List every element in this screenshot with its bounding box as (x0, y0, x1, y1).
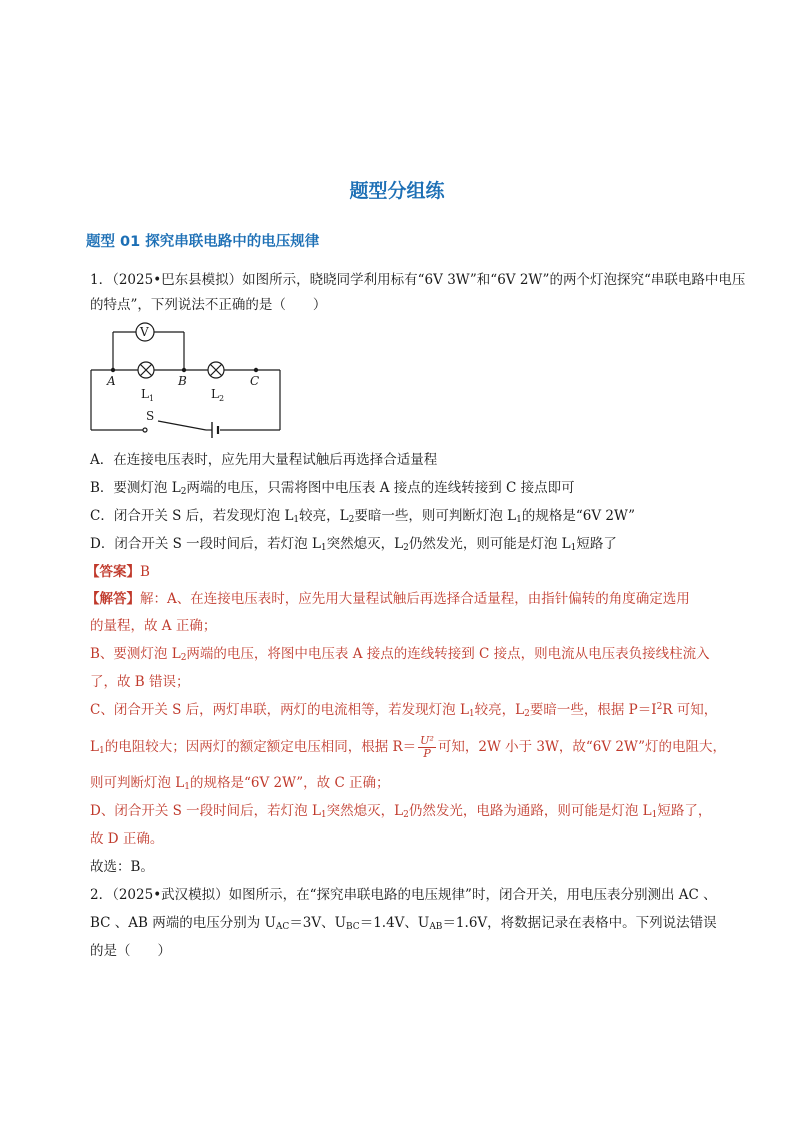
question-1-stem-line2: 的特点”，下列说法不正确的是（ ） (90, 297, 327, 313)
explanation-line2: 的量程，故 A 正确； (90, 618, 217, 634)
question-2-stem-line2: BC 、AB 两端的电压分别为 $U_{AC}=3V$、$U_{BC}=1.4V$、$U_{AB}=1.6V$，将数据记录在表格中。下列说法错误 (90, 915, 717, 932)
lamp1-subscript: 1 (149, 394, 155, 403)
explanation-line4: 了，故 B 错误； (90, 674, 190, 690)
switch-label: S (146, 409, 155, 423)
option-a: A．在连接电压表时，应先用大量程试触后再选择合适量程 (90, 452, 438, 468)
section-title: 题型 01 探究串联电路中的电压规律 (86, 234, 320, 250)
option-d: D．闭合开关 S 一段时间后，若灯泡 $L_1$突然熄灭，$L_2$仍然发光，则可能是灯泡 $L_1$短路了 (90, 536, 617, 553)
question-2-stem-line1: 2．（2025•武汉模拟）如图所示，在“探究串联电路的电压规律”时，闭合开关，用电压表分别测出 AC 、 (90, 887, 717, 903)
explanation-line8: D、闭合开关 S 一段时间后，若灯泡 $L_1$突然熄灭，$L_2$仍然发光，电路为通路，则可能是灯泡 $L_1$短路了， (90, 803, 712, 820)
explanation-line6: $L_1$的电阻较大；因两灯的额定额定电压相同，根据 R＝ $\frac{\text{U²}}{P}$ 可知，2W 小于 3W，故“6V 2W”灯的电阻大， (90, 734, 727, 760)
voltmeter-label: V (140, 325, 149, 339)
explanation-line3: B、要测灯泡 $L_2$两端的电压，将图中电压表 A 接点的连线转接到 C 接点，则电流从电压表负接线柱流入 (90, 646, 710, 663)
explanation-line1: 【解答】解：A、在连接电压表时，应先用大量程试触后再选择合适量程，由指针偏转的角度确定选用 (86, 591, 690, 607)
point-c-label: C (250, 374, 260, 388)
answer-line: 【答案】B (86, 564, 150, 580)
question-2-stem-line3: 的是（ ） (90, 943, 171, 959)
formula-fraction: $\frac{\text{U²}}{P}$ (420, 734, 434, 760)
circuit-diagram (88, 318, 288, 443)
option-c: C．闭合开关 S 后，若发现灯泡 $L_1$较亮，$L_2$要暗一些，则可判断灯泡 $L_1$的规格是“6V 2W” (90, 508, 636, 525)
option-b: B．要测灯泡 $L_2$两端的电压，只需将图中电压表 A 接点的连线转接到 C 接点即可 (90, 480, 575, 497)
question-1-stem-line1: 1．（2025•巴东县模拟）如图所示，晓晓同学利用标有“6V 3W”和“6V 2W”的两个灯泡探究“串联电路中电压 (90, 272, 746, 288)
explanation-line7: 则可判断灯泡 $L_1$的规格是“6V 2W”，故 C 正确； (90, 775, 390, 792)
explanation-line5: C、闭合开关 S 后，两灯串联，两灯的电流相等，若发现灯泡 $L_1$较亮，$L_2$要暗一些，根据 $P=I^2R$ 可知， (90, 702, 718, 719)
page-title: 题型分组练 (349, 180, 445, 202)
lamp2-subscript: 2 (219, 394, 225, 403)
point-a-label: A (107, 374, 116, 388)
explanation-line9: 故 D 正确。 (90, 831, 164, 847)
explanation-conclusion: 故选：B。 (90, 859, 154, 875)
lamp1-label: L (141, 387, 149, 401)
lamp2-label: L (211, 387, 219, 401)
point-b-label: B (178, 374, 187, 388)
